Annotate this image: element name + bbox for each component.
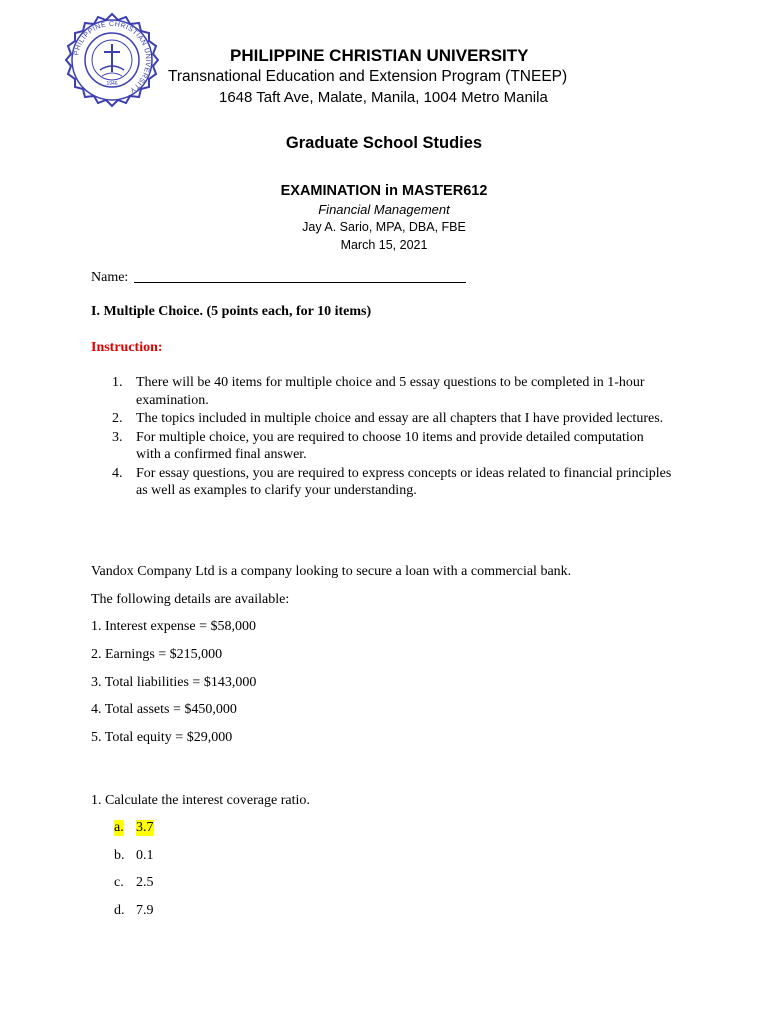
university-address: 1648 Taft Ave, Malate, Manila, 1004 Metro Manila (219, 89, 548, 106)
name-label: Name: (91, 270, 129, 285)
case-intro: Vandox Company Ltd is a company looking to secure a loan with a commercial bank. (91, 564, 572, 579)
option-d-value: 7.9 (136, 902, 154, 918)
instruction-item: 1. There will be 40 items for multiple choice and 5 essay questions to be completed in 1-hour examination. (112, 375, 645, 408)
option-b-value: 0.1 (136, 847, 154, 863)
question-1-text: 1. Calculate the interest coverage ratio. (91, 793, 310, 808)
case-detail-item: 2. Earnings = $215,000 (91, 647, 223, 662)
exam-title: EXAMINATION in MASTER612 (280, 183, 488, 199)
case-detail-item: 3. Total liabilities = $143,000 (91, 675, 257, 690)
exam-date: March 15, 2021 (340, 238, 428, 252)
option-c-value: 2.5 (136, 875, 154, 890)
case-detail-item: 1. Interest expense = $58,000 (91, 619, 256, 634)
exam-author: Jay A. Sario, MPA, DBA, FBE (302, 220, 466, 234)
case-detail-item: 5. Total equity = $29,000 (91, 730, 233, 745)
instruction-item: 2. The topics included in multiple choice and essay are all chapters that I have provided lectures. (112, 411, 664, 426)
case-details-label: The following details are available: (91, 592, 290, 607)
instruction-label: Instruction: (91, 340, 163, 355)
svg-text:PHILIPPINE CHRISTIAN UNIVERSIT: PHILIPPINE CHRISTIAN UNIVERSITY (73, 20, 152, 94)
instruction-list (112, 374, 672, 501)
name-field[interactable] (134, 268, 466, 283)
section-title: I. Multiple Choice. (5 points each, for 10 items) (91, 304, 372, 319)
svg-text:1946: 1946 (106, 81, 118, 87)
university-name: PHILIPPINE CHRISTIAN UNIVERSITY (230, 46, 529, 65)
name-row (91, 268, 466, 286)
program-name: Transnational Education and Extension Program (TNEEP) (168, 68, 568, 85)
university-seal-logo (64, 12, 160, 108)
school-title: Graduate School Studies (285, 134, 483, 152)
instruction-item: 3. For multiple choice, you are required to choose 10 items and provide detailed computation with a confirmed final answer. (112, 429, 644, 462)
exam-subject: Financial Management (318, 202, 450, 217)
instruction-item: 4. For essay questions, you are required to express concepts or ideas related to financial principles as well as examples to clarify your understanding. (112, 465, 672, 498)
option-a-value: 3.7 (136, 820, 154, 835)
case-detail-item: 4. Total assets = $450,000 (91, 702, 237, 717)
